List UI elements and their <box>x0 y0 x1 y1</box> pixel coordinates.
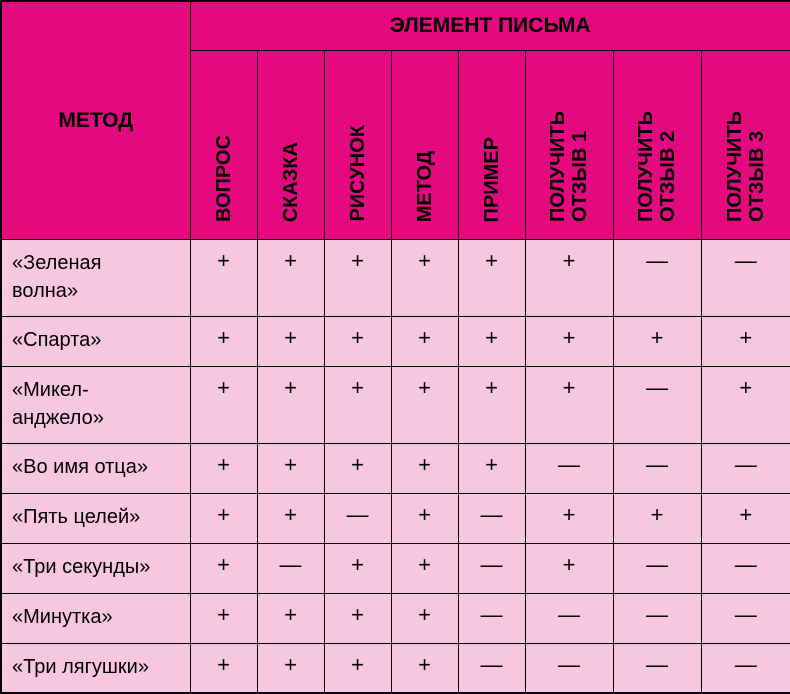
mark-cell: + <box>458 317 525 367</box>
mark-cell: + <box>391 494 458 544</box>
mark-cell: — <box>613 367 701 444</box>
mark-cell: + <box>458 367 525 444</box>
mark-cell: — <box>701 644 790 693</box>
method-name-cell: «Во имя отца» <box>1 444 190 494</box>
column-header-label: ВОПРОС <box>212 135 235 222</box>
mark-cell: + <box>324 240 391 317</box>
column-header-example <box>458 51 525 240</box>
mark-cell: — <box>458 494 525 544</box>
mark-cell: + <box>190 644 257 693</box>
mark-cell: + <box>190 317 257 367</box>
column-header-feedback-2 <box>613 51 701 240</box>
mark-cell: + <box>701 494 790 544</box>
mark-cell: — <box>525 644 613 693</box>
mark-cell: + <box>391 367 458 444</box>
mark-cell: + <box>324 644 391 693</box>
mark-cell: + <box>613 317 701 367</box>
method-name-cell: «Три секунды» <box>1 544 190 594</box>
mark-cell: — <box>458 594 525 644</box>
column-header-label: ПРИМЕР <box>480 136 503 222</box>
mark-cell: + <box>257 494 324 544</box>
mark-cell: + <box>257 644 324 693</box>
mark-cell: + <box>190 444 257 494</box>
mark-cell: — <box>701 240 790 317</box>
mark-cell: — <box>701 444 790 494</box>
mark-cell: + <box>190 494 257 544</box>
mark-cell: + <box>257 594 324 644</box>
mark-cell: + <box>613 494 701 544</box>
mark-cell: — <box>324 494 391 544</box>
mark-cell: + <box>391 544 458 594</box>
column-header-label: СКАЗКА <box>279 141 302 222</box>
mark-cell: — <box>613 444 701 494</box>
table-row <box>1 444 790 494</box>
mark-cell: + <box>324 317 391 367</box>
column-header-feedback-1 <box>525 51 613 240</box>
mark-cell: + <box>190 367 257 444</box>
writing-element-group-header: ЭЛЕМЕНТ ПИСЬМА <box>190 1 790 51</box>
mark-cell: + <box>391 444 458 494</box>
table-row <box>1 317 790 367</box>
mark-cell: + <box>458 444 525 494</box>
mark-cell: — <box>525 594 613 644</box>
mark-cell: — <box>458 544 525 594</box>
table-row <box>1 240 790 317</box>
table-header <box>1 1 790 240</box>
method-name-cell: «Пять целей» <box>1 494 190 544</box>
mark-cell: + <box>525 240 613 317</box>
column-header-label: ПОЛУЧИТЬ ОТЗЫВ 2 <box>635 111 679 222</box>
mark-cell: + <box>324 544 391 594</box>
column-header-label: РИСУНОК <box>346 125 369 222</box>
mark-cell: + <box>525 544 613 594</box>
mark-cell: — <box>458 644 525 693</box>
mark-cell: — <box>613 240 701 317</box>
column-header-label: МЕТОД <box>413 150 436 222</box>
column-header-label: ПОЛУЧИТЬ ОТЗЫВ 3 <box>723 111 768 222</box>
column-header-method <box>391 51 458 240</box>
mark-cell: + <box>324 367 391 444</box>
mark-cell: + <box>525 317 613 367</box>
mark-cell: + <box>257 317 324 367</box>
column-header-feedback-3 <box>701 51 790 240</box>
table-row <box>1 544 790 594</box>
mark-cell: + <box>190 594 257 644</box>
method-name-cell: «Спарта» <box>1 317 190 367</box>
mark-cell: — <box>613 594 701 644</box>
mark-cell: + <box>391 240 458 317</box>
mark-cell: + <box>324 594 391 644</box>
method-name-cell: «Зеленая волна» <box>1 240 190 317</box>
mark-cell: + <box>190 544 257 594</box>
mark-cell: + <box>525 367 613 444</box>
mark-cell: + <box>701 317 790 367</box>
mark-cell: + <box>324 444 391 494</box>
table-row <box>1 594 790 644</box>
mark-cell: + <box>257 367 324 444</box>
table-row <box>1 494 790 544</box>
method-column-header: МЕТОД <box>1 1 190 240</box>
mark-cell: — <box>257 544 324 594</box>
mark-cell: — <box>525 444 613 494</box>
column-header-drawing <box>324 51 391 240</box>
column-header-label: ПОЛУЧИТЬ ОТЗЫВ 1 <box>547 111 591 222</box>
mark-cell: + <box>701 367 790 444</box>
mark-cell: + <box>257 444 324 494</box>
mark-cell: + <box>458 240 525 317</box>
mark-cell: — <box>613 544 701 594</box>
mark-cell: + <box>391 644 458 693</box>
table-body <box>1 240 790 693</box>
mark-cell: + <box>391 594 458 644</box>
mark-cell: — <box>701 544 790 594</box>
mark-cell: — <box>613 644 701 693</box>
method-name-cell: «Минутка» <box>1 594 190 644</box>
table-row <box>1 644 790 693</box>
method-name-cell: «Три лягушки» <box>1 644 190 693</box>
header-group-row <box>1 1 790 51</box>
column-header-tale <box>257 51 324 240</box>
mark-cell: + <box>391 317 458 367</box>
mark-cell: + <box>525 494 613 544</box>
mark-cell: + <box>190 240 257 317</box>
mark-cell: — <box>701 594 790 644</box>
mark-cell: + <box>257 240 324 317</box>
column-header-question <box>190 51 257 240</box>
table-row <box>1 367 790 444</box>
method-name-cell: «Микел- анджело» <box>1 367 190 444</box>
